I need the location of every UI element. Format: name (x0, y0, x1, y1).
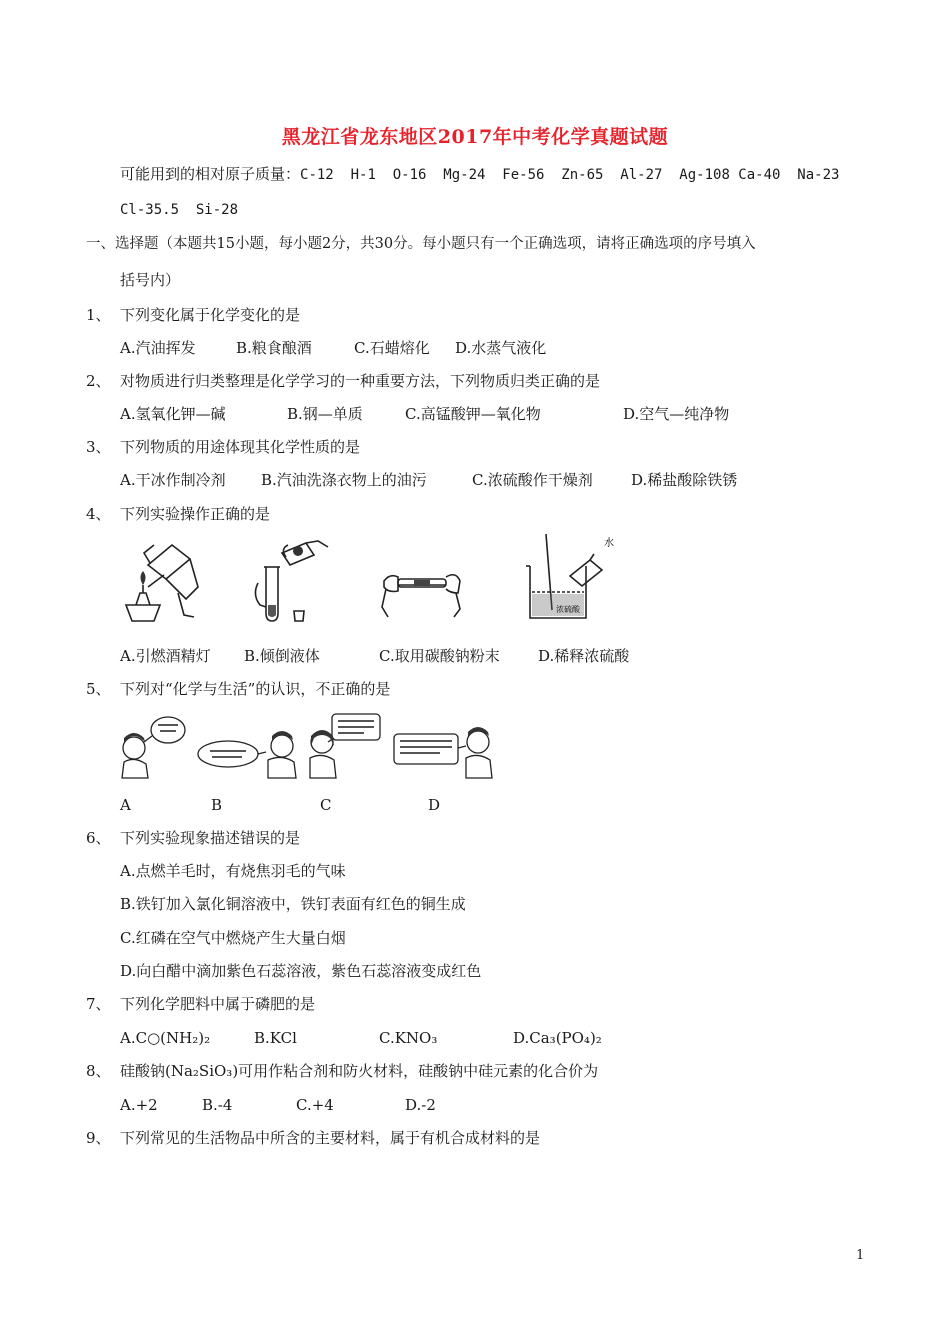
question-number: 2、 (86, 372, 111, 390)
option: A.干冰作制冷剂 (120, 471, 226, 489)
question-text: 下列实验现象描述错误的是 (120, 829, 301, 847)
option: A.汽油挥发 (120, 339, 196, 357)
question-number: 4、 (86, 505, 111, 523)
option: C.石蜡熔化 (354, 339, 430, 357)
option: D.向白醋中滴加紫色石蕊溶液，紫色石蕊溶液变成红色 (120, 962, 482, 980)
acid-label: 浓硫酸 (556, 605, 580, 614)
question-text: 下列变化属于化学变化的是 (120, 306, 301, 324)
option: A (120, 796, 131, 814)
option: D.水蒸气液化 (455, 339, 547, 357)
pouring-liquid-figure (248, 535, 334, 625)
question-number: 1、 (86, 306, 111, 324)
option: B.粮食酿酒 (236, 339, 312, 357)
option: C.KNO₃ (379, 1029, 438, 1047)
water-label: 水 (604, 538, 614, 549)
taking-powder-figure (380, 563, 462, 619)
option: C (320, 796, 332, 814)
chemistry-life-cartoon-strip (118, 712, 518, 780)
question-text: 下列实验操作正确的是 (120, 505, 271, 523)
question-text: 硅酸钠(Na₂SiO₃)可用作粘合剂和防火材料，硅酸钠中硅元素的化合价为 (120, 1062, 599, 1080)
question-text: 下列对“化学与生活”的认识，不正确的是 (120, 680, 391, 698)
option: A.氢氧化钾—碱 (120, 405, 226, 423)
question-text: 下列物质的用途体现其化学性质的是 (120, 438, 361, 456)
atomic-mass-line-1 (120, 164, 839, 185)
option: D.Ca₃(PO₄)₂ (513, 1029, 602, 1047)
option: D.-2 (405, 1096, 436, 1114)
option: D (428, 796, 441, 814)
option: A.引燃酒精灯 (120, 647, 211, 665)
option: C.浓硫酸作干燥剂 (472, 471, 593, 489)
lighting-alcohol-lamp-figure (120, 535, 206, 623)
option: D.稀盐酸除铁锈 (631, 471, 738, 489)
page-title: 黑龙江省龙东地区2017年中考化学真题试题 (281, 126, 669, 148)
question-text: 对物质进行归类整理是化学学习的一种重要方法，下列物质归类正确的是 (120, 372, 601, 390)
option: B.-4 (202, 1096, 233, 1114)
atomic-mass-values: C-12 H-1 O-16 Mg-24 Fe-56 Zn-65 Al-27 Ag-108 Ca-40 Na-23 (300, 167, 840, 183)
section-heading-cont: 括号内） (120, 271, 181, 289)
option: C.高锰酸钾—氧化物 (405, 405, 541, 423)
option: D.稀释浓硫酸 (538, 647, 630, 665)
flame-shape (141, 571, 146, 585)
option: A.C○(NH₂)₂ (120, 1029, 211, 1047)
question-number: 8、 (86, 1062, 111, 1080)
diluting-acid-figure (512, 532, 620, 622)
atomic-mass-line-2: Cl-35.5 Si-28 (120, 202, 239, 218)
bottle-stopper (294, 611, 304, 621)
atomic-mass-label: 可能用到的相对原子质量： (120, 165, 301, 183)
option: C.+4 (296, 1096, 334, 1114)
question-text: 下列化学肥料中属于磷肥的是 (120, 995, 316, 1013)
question-text: 下列常见的生活物品中所含的主要材料，属于有机合成材料的是 (120, 1129, 541, 1147)
question-number: 3、 (86, 438, 111, 456)
option: B (211, 796, 223, 814)
option: A.+2 (120, 1096, 158, 1114)
section-heading: 一、选择题（本题共15小题，每小题2分，共30分。每小题只有一个正确选项，请将正确选项的序号填入 (86, 236, 756, 252)
option: B.铁钉加入氯化铜溶液中，铁钉表面有红色的铜生成 (120, 895, 466, 913)
option: C.取用碳酸钠粉末 (379, 647, 500, 665)
option: B.KCl (254, 1029, 297, 1047)
option: A.点燃羊毛时，有烧焦羽毛的气味 (120, 862, 346, 880)
page-number: 1 (856, 1248, 865, 1263)
option: D.空气—纯净物 (623, 405, 730, 423)
question-number: 5、 (86, 680, 111, 698)
option: C.红磷在空气中燃烧产生大量白烟 (120, 929, 346, 947)
question-number: 9、 (86, 1129, 111, 1147)
question-number: 6、 (86, 829, 111, 847)
option: B.钢—单质 (287, 405, 363, 423)
question-number: 7、 (86, 995, 111, 1013)
option: B.汽油洗涤衣物上的油污 (261, 471, 427, 489)
alcohol-lamp-body (126, 605, 160, 621)
option: B.倾倒液体 (244, 647, 320, 665)
